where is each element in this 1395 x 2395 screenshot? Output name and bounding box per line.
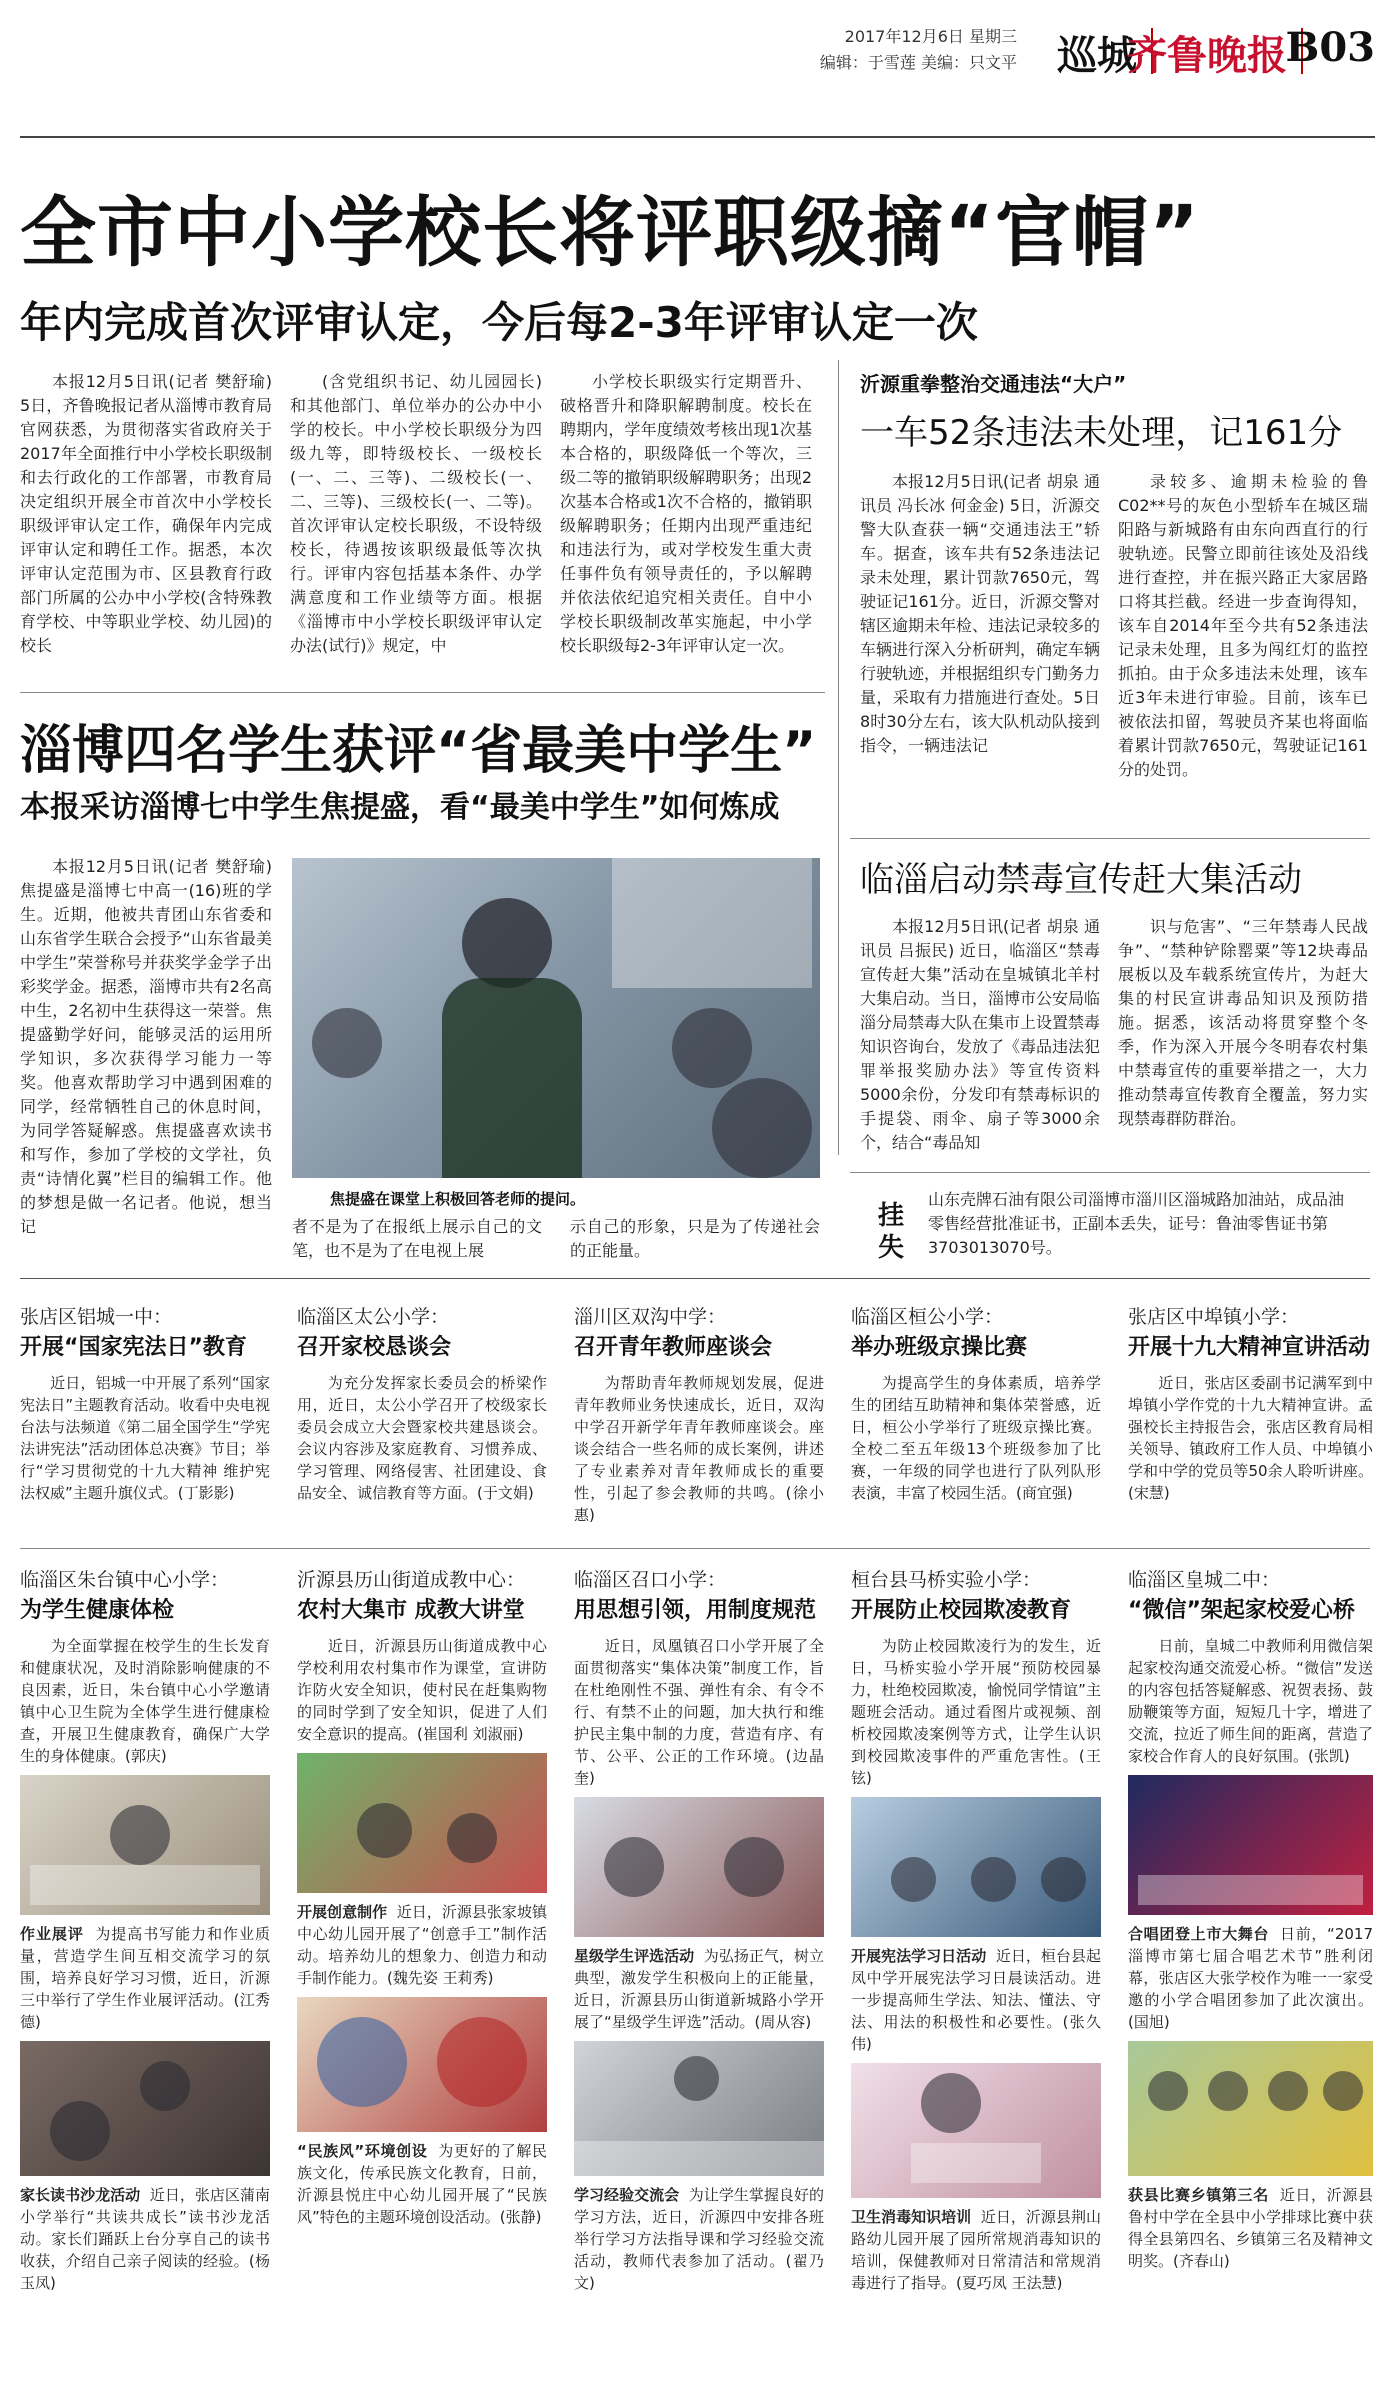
- lead-col-1: [20, 370, 272, 680]
- brief-kicker: 淄川区双沟中学：: [574, 1306, 727, 1328]
- brief-kicker: 张店区铝城一中：: [20, 1306, 173, 1328]
- student-photo-caption: 焦提盛在课堂上积极回答老师的提问。: [330, 1190, 586, 1208]
- brief-photo-title: 星级学生评选活动: [574, 1947, 695, 1965]
- brief-photo-title: 开展创意制作: [297, 1903, 388, 1921]
- brief-title: 开展“国家宪法日”教育: [20, 1335, 247, 1360]
- brief-photo: [297, 1753, 547, 1893]
- brief-photo-title: 作业展评: [20, 1925, 84, 1943]
- traffic-col-1-text: 本报12月5日讯(记者 胡泉 通讯员 冯长冰 何金金) 5日，沂源交警大队查获一辆“交通违法王”轿车。据查，该车共有52条违法记录未处理，累计罚款7650元，驾驶证记161分。近日，沂源交警对辖区逾期未年检、违法记录较多的车辆进行深入分析研判，确定车辆行驶轨迹，并根据组织专门勤务力量，采取有力措施进行查处。5日8时30分左右，该大队机动队接到指令，一辆违法记: [860, 472, 1100, 755]
- masthead: [20, 18, 1375, 128]
- newspaper-logo: 齐鲁晚报: [1127, 32, 1287, 79]
- section-name: 巡城: [1057, 33, 1137, 79]
- traffic-col-2: [1118, 470, 1368, 830]
- lead-col-1-text: 本报12月5日讯(记者 樊舒瑜) 5日，齐鲁晚报记者从淄博市教育局官网获悉，为贯彻落实省政府关于2017年全面推行中小学校长职级制和去行政化的工作部署，市教育局决定组织开展全市首次中小学校长职级评审认定工作，确保年内完成评审认定和聘任工作。据悉，本次评审认定范围为市、区县教育行政部门所属的公办中小学校(含特殊教育学校、中等职业学校、幼儿园)的校长: [20, 372, 272, 655]
- notice-rule: [850, 1172, 1370, 1173]
- lead-col-2-text: (含党组织书记、幼儿园园长)和其他部门、单位举办的公办中小学的校长。中小学校长职级分为四级九等，即特级校长、一级校长(一、二、三等)、二级校长(一、二、三等)、三级校长(一、二等)。首次评审认定校长职级，不设特级校长，待遇按该职级最低等次执行。评审内容包括基本条件、办学满意度和工作业绩等方面。根据《淄博市中小学校长职级评审认定办法(试行)》规定，中: [290, 372, 542, 655]
- traffic-kicker: 沂源重拳整治交通违法“大户”: [860, 372, 1127, 396]
- brief-body: 近日，铝城一中开展了系列“国家宪法日”主题教育活动。收看中央电视台法与法频道《第二届全国学生“学宪法讲宪法”活动团体总决赛》节目；举行“学习贯彻党的十九大精神 维护宪法权威”主题升旗仪式。(丁影影): [20, 1374, 270, 1502]
- brief-body: 日前，皇城二中教师利用微信架起家校沟通交流爱心桥。“微信”发送的内容包括答疑解惑、祝贺表扬、鼓励鞭策等方面，短短几十字，增进了交流，拉近了师生间的距离，营造了家校合作育人的良好氛围。(张凯): [1128, 1637, 1373, 1765]
- brief-1-4: [851, 1302, 1101, 1504]
- drugs-col-1-text: 本报12月5日讯(记者 胡泉 通讯员 吕振民) 近日，临淄区“禁毒宣传赶大集”活动在皇城镇北羊村大集启动。当日，淄博市公安局临淄分局禁毒大队在集市上设置禁毒知识咨询台，发放了《毒品违法犯罪举报奖励办法》等宣传资料5000余份，分发印有禁毒标识的手提袋、雨伞、扇子等3000余个，结合“毒品知: [860, 917, 1100, 1152]
- brief-photo-2-caption-wrap: [1128, 2184, 1373, 2272]
- brief-title: “微信”架起家校爱心桥: [1128, 1598, 1355, 1623]
- brief-photo-caption: 为弘扬正气，树立典型，激发学生积极向上的正能量，近日，沂源县历山街道新城路小学开展了“星级学生评选”活动。(周从容): [574, 1947, 824, 2031]
- brief-photo: [574, 1797, 824, 1937]
- brief-2-3: [574, 1565, 824, 2294]
- brief-photo-caption: 近日，沂源县张家坡镇中心幼儿园开展了“创意手工”制作活动。培养幼儿的想象力、创造力和动手制作能力。(魏先姿 王莉秀): [297, 1903, 547, 1987]
- brief-title: 农村大集市 成教大讲堂: [297, 1598, 525, 1623]
- column-divider: [838, 360, 839, 1155]
- brief-photo-2-title: 家长读书沙龙活动: [20, 2186, 141, 2204]
- page-number: B03: [1285, 24, 1375, 71]
- brief-title: 开展十九大精神宣讲活动: [1128, 1335, 1371, 1360]
- brief-kicker: 桓台县马桥实验小学：: [851, 1569, 1042, 1591]
- lost-notice-tag: 挂失: [878, 1201, 905, 1263]
- brief-photo: [20, 1775, 270, 1915]
- brief-photo-2: [297, 1997, 547, 2132]
- brief-photo-caption-wrap: [1128, 1923, 1373, 2033]
- brief-body-wrap: [297, 1372, 547, 1504]
- brief-1-2: [297, 1302, 547, 1504]
- brief-body-wrap: [851, 1635, 1101, 1789]
- briefs-top-rule: [20, 1278, 1370, 1279]
- lead-col-2: [290, 370, 542, 680]
- brief-photo-2-caption-wrap: [851, 2206, 1101, 2294]
- brief-kicker: 临淄区朱台镇中心小学：: [20, 1569, 230, 1591]
- brief-2-5: [1128, 1565, 1373, 2272]
- drugs-col-1: [860, 915, 1100, 1165]
- brief-photo-title: 合唱团登上市大舞台: [1128, 1925, 1270, 1943]
- brief-title: 开展防止校园欺凌教育: [851, 1598, 1072, 1623]
- brief-body: 近日，张店区委副书记满军到中埠镇小学作党的十九大精神宣讲。孟强校长主持报告会，张店区教育局相关领导、镇政府工作人员、中埠镇小学和中学的党员等50余人聆听讲座。(宋慧): [1128, 1374, 1373, 1502]
- student-classroom-photo: [292, 858, 820, 1178]
- briefs-mid-rule: [20, 1548, 1370, 1549]
- lead-col-3: [560, 370, 812, 680]
- brief-body-wrap: [20, 1372, 270, 1504]
- students-col-1: [20, 855, 272, 1245]
- brief-photo-2-title: 卫生消毒知识培训: [851, 2208, 972, 2226]
- students-col-1-text: 本报12月5日讯(记者 樊舒瑜) 焦提盛是淄博七中高一(16)班的学生。近期，他被共青团山东省委和山东省学生联合会授予“山东省最美中学生”荣誉称号并获奖学金学子出彩奖学金。据悉，淄博市共有2名高中生，2名初中生获得这一荣誉。焦提盛勤学好问，能够灵活的运用所学知识，多次获得学习能力一等奖。他喜欢帮助学习中遇到困难的同学，经常牺牲自己的休息时间，为同学答疑解惑。焦提盛喜欢读书和写作，参加了学校的文学社，负责“诗情化翼”栏目的编辑工作。他的梦想是做一名记者。他说，想当记: [20, 857, 272, 1236]
- brief-body-wrap: [20, 1635, 270, 1767]
- brief-photo-title: 开展宪法学习日活动: [851, 1947, 987, 1965]
- brief-body-wrap: [851, 1372, 1101, 1504]
- brief-2-4: [851, 1565, 1101, 2294]
- lost-notice-text: 山东壳牌石油有限公司淄博市淄川区淄城路加油站，成品油零售经营批准证书，正副本丢失，证号：鲁油零售证书第3703013070号。: [928, 1190, 1345, 1257]
- traffic-col-1: [860, 470, 1100, 830]
- section-rule: [20, 692, 825, 693]
- brief-body-wrap: [1128, 1372, 1373, 1504]
- brief-body-wrap: [574, 1635, 824, 1789]
- brief-body: 为充分发挥家长委员会的桥梁作用，近日，太公小学召开了校级家长委员会成立大会暨家校共建恳谈会。会议内容涉及家庭教育、习惯养成、学习管理、网络侵害、社团建设、食品安全、诚信教育等方面。(于文娟): [297, 1374, 547, 1502]
- brief-title: 召开家校恳谈会: [297, 1335, 452, 1360]
- brief-kicker: 临淄区皇城二中：: [1128, 1569, 1281, 1591]
- brief-title: 举办班级京操比赛: [851, 1335, 1028, 1360]
- brief-photo-2-caption-wrap: [297, 2140, 547, 2228]
- drugs-headline: 临淄启动禁毒宣传赶大集活动: [860, 860, 1302, 900]
- students-headline: 淄博四名学生获评“省最美中学生”: [20, 721, 817, 781]
- brief-body-wrap: [574, 1372, 824, 1526]
- brief-photo-caption: 日前，“2017淄博市第七届合唱艺术节”胜利闭幕，张店区大张学校作为唯一一家受邀的小学合唱团参加了此次演出。(国旭): [1128, 1925, 1373, 2031]
- brief-photo-caption-wrap: [851, 1945, 1101, 2055]
- brief-photo-2-title: 学习经验交流会: [574, 2186, 680, 2204]
- brief-title: 用思想引领，用制度规范: [574, 1598, 817, 1623]
- brief-photo: [851, 1797, 1101, 1937]
- brief-1-3: [574, 1302, 824, 1526]
- brief-2-2: [297, 1565, 547, 2228]
- brief-body-wrap: [1128, 1635, 1373, 1767]
- lead-col-3-text: 小学校长职级实行定期晋升、破格晋升和降职解聘制度。校长在聘期内，学年度绩效考核出现1次基本合格的，职级降低一个等次，三级二等的撤销职级解聘职务；出现2次基本合格或1次不合格的，撤销职级解聘职务；任期内出现严重违纪和违法行为，或对学校发生重大责任事件负有领导责任的，予以解聘并依法依纪追究相关责任。自中小学校长职级制改革实施起，中小学校长职级每2-3年评审认定一次。: [560, 372, 812, 655]
- brief-1-1: [20, 1302, 270, 1504]
- traffic-col-2-text: 录较多、逾期未检验的鲁C02**号的灰色小型轿车在城区瑞阳路与新城路有由东向西直行的行驶轨迹。民警立即前往该处及沿线进行查控，并在振兴路正大家居路口将其拦截。经进一步查询得知，该车自2014年至今共有52条违法记录未处理，且多为闯红灯的监控抓拍。由于众多违法未处理，该车近3年未进行审验。目前，该车已被依法扣留，驾驶员齐某也将面临着累计罚款7650元，驾驶证记161分的处罚。: [1118, 472, 1368, 779]
- brief-photo-caption: 近日，桓台县起凤中学开展宪法学习日晨读活动。进一步提高师生学法、知法、懂法、守法、用法的积极性和必要性。(张久伟): [851, 1947, 1101, 2053]
- brief-photo-2-title: 获县比赛乡镇第三名: [1128, 2186, 1269, 2204]
- brief-body: 为防止校园欺凌行为的发生，近日，马桥实验小学开展“预防校园暴力，杜绝校园欺凌，愉悦同学情谊”主题班会活动。通过看图片或视频、剖析校园欺凌案例等方式，让学生认识到校园欺凌事件的严重危害性。(王铉): [851, 1637, 1101, 1787]
- brief-kicker: 张店区中埠镇小学：: [1128, 1306, 1300, 1328]
- brief-2-1: [20, 1565, 270, 2294]
- brief-photo-2: [20, 2041, 270, 2176]
- issue-date: 2017年12月6日 星期三: [844, 27, 1017, 46]
- brief-photo-2-caption: 为更好的了解民族文化，传承民族文化教育，日前，沂源县悦庄中心幼儿园开展了“民族风”特色的主题环境创设活动。(张静): [297, 2142, 548, 2226]
- brief-photo-2: [574, 2041, 824, 2176]
- brief-photo-caption-wrap: [574, 1945, 824, 2033]
- brief-title: 为学生健康体检: [20, 1598, 175, 1623]
- students-col-3: [570, 1215, 820, 1263]
- brief-photo-2-caption-wrap: [574, 2184, 824, 2294]
- brief-kicker: 沂源县历山街道成教中心：: [297, 1569, 526, 1591]
- editor-credit: 编辑：于雪莲 美编：只文平: [819, 53, 1017, 72]
- drugs-col-2: [1118, 915, 1368, 1165]
- lead-subhead: 年内完成首次评审认定，今后每2-3年评审认定一次: [20, 298, 978, 347]
- brief-photo-2-caption: 近日，沂源县鲁村中学在全县中小学排球比赛中获得全县第四名、乡镇第三名及精神文明奖。(齐春山): [1128, 2186, 1373, 2270]
- brief-photo-caption-wrap: [297, 1901, 547, 1989]
- brief-title: 召开青年教师座谈会: [574, 1335, 773, 1360]
- brief-body: 为提高学生的身体素质，培养学生的团结互助精神和集体荣誉感，近日，桓公小学举行了班级京操比赛。全校二至五年级13个班级参加了比赛，一年级的同学也进行了队列队形表演，丰富了校园生活。(商宜强): [851, 1374, 1101, 1502]
- masthead-rule: [20, 136, 1375, 138]
- brief-1-5: [1128, 1302, 1373, 1504]
- brief-photo-caption: 为提高书写能力和作业质量，营造学生间互相交流学习的氛围，培养良好学习习惯，近日，沂源三中举行了学生作业展评活动。(江秀德): [20, 1925, 270, 2031]
- brief-body: 近日，沂源县历山街道成教中心学校利用农村集市作为课堂，宣讲防诈防火安全知识，使村民在赶集购物的同时学到了安全知识，促进了人们安全意识的提高。(崔国利 刘淑丽): [297, 1637, 547, 1743]
- lead-headline: 全市中小学校长将评职级摘“官帽”: [20, 188, 1200, 277]
- brief-body-wrap: [297, 1635, 547, 1745]
- side-rule: [850, 838, 1370, 839]
- brief-body: 为帮助青年教师规划发展，促进青年教师业务快速成长，近日，双沟中学召开新学年青年教师座谈会。座谈会结合一些名师的成长案例，讲述了专业素养对青年教师成长的重要性，引起了参会教师的共鸣。(徐小惠): [574, 1374, 824, 1524]
- brief-photo-caption-wrap: [20, 1923, 270, 2033]
- brief-photo: [1128, 1775, 1373, 1915]
- brief-photo-2: [1128, 2041, 1373, 2176]
- drugs-col-2-text: 识与危害”、“三年禁毒人民战争”、“禁种铲除罂粟”等12块毒品展板以及车载系统宣传片，为赶大集的村民宣讲毒品知识及预防措施。据悉，该活动将贯穿整个冬季，作为深入开展今冬明春农村集中禁毒宣传的重要举措之一，大力推动禁毒宣传教育全覆盖，努力实现禁毒群防群治。: [1118, 917, 1368, 1128]
- brief-kicker: 临淄区召口小学：: [574, 1569, 727, 1591]
- students-col-2: [292, 1215, 542, 1263]
- brief-photo-2-caption: 为让学生掌握良好的学习方法，近日，沂源四中安排各班举行学习方法指导课和学习经验交流活动，教师代表参加了活动。(翟乃文): [574, 2186, 824, 2292]
- brief-photo-2-caption: 近日，沂源县荆山路幼儿园开展了园所常规消毒知识的培训，保健教师对日常清洁和常规消毒进行了指导。(夏巧凤 王法慧): [851, 2208, 1101, 2292]
- students-col-3-text: 示自己的形象，只是为了传递社会的正能量。: [570, 1217, 820, 1260]
- brief-photo-2: [851, 2063, 1101, 2198]
- students-col-2-text: 者不是为了在报纸上展示自己的文笔，也不是为了在电视上展: [292, 1217, 542, 1260]
- brief-body: 近日，凤凰镇召口小学开展了全面贯彻落实“集体决策”制度工作，旨在杜绝刚性不强、弹性有余、有令不行、有禁不止的问题，加大执行和维护民主集中制的力度，营造有序、有节、公平、公正的工作环境。(边晶奎): [574, 1637, 824, 1787]
- traffic-headline: 一车52条违法未处理，记161分: [860, 413, 1343, 453]
- brief-body: 为全面掌握在校学生的生长发育和健康状况，及时消除影响健康的不良因素，近日，朱台镇中心小学邀请镇中心卫生院为全体学生进行健康检查，开展卫生健康教育，确保广大学生的身体健康。(郭庆): [20, 1637, 270, 1765]
- brief-photo-2-title: “民族风”环境创设: [297, 2142, 428, 2160]
- brief-kicker: 临淄区桓公小学：: [851, 1306, 1004, 1328]
- students-subhead: 本报采访淄博七中学生焦提盛，看“最美中学生”如何炼成: [20, 790, 780, 825]
- brief-photo-2-caption-wrap: [20, 2184, 270, 2294]
- brief-kicker: 临淄区太公小学：: [297, 1306, 450, 1328]
- brief-photo-2-caption: 近日，张店区蒲南小学举行“共读共成长”读书沙龙活动。家长们踊跃上台分享自己的读书收获，介绍自己亲子阅读的经验。(杨玉凤): [20, 2186, 270, 2292]
